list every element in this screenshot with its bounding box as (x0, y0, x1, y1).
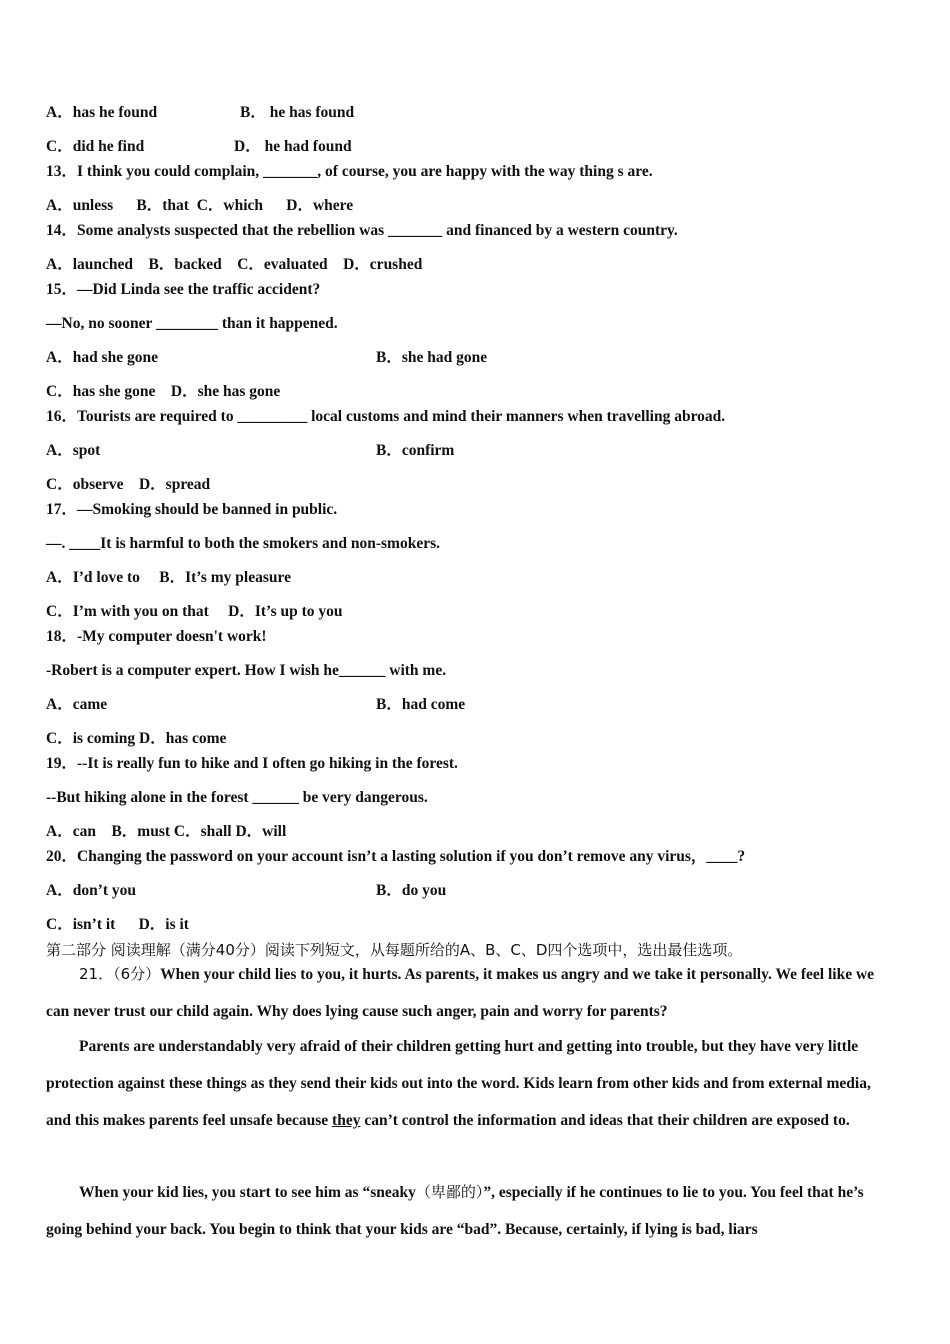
q15-stem: 15．—Did Linda see the traffic accident? (46, 281, 321, 298)
q18-option-a: A．came (46, 696, 108, 713)
q16-options-cd: C．observe D．spread (46, 476, 211, 493)
q12-option-a: A．has he found (46, 104, 158, 121)
q19-stem: 19．--It is really fun to hike and I often go hiking in the forest. (46, 755, 458, 772)
q18-option-b: B．had come (376, 696, 466, 713)
q12-option-d: D． he had found (234, 138, 352, 155)
q16-option-a: A．spot (46, 442, 101, 459)
q20-options-cd: C．isn’t it D．is it (46, 916, 189, 933)
q16-option-b: B．confirm (376, 442, 455, 459)
paragraph-2-text-start: Parents are understandably very afraid of their children getting hurt and getting into trouble, but they have very little protection against these things as they send their kids out into the word. Kids learn from other kids and from external media, and this makes parents feel unsafe because (46, 1038, 871, 1129)
underlined-word: they (332, 1112, 361, 1129)
q12-option-c: C．did he find (46, 138, 145, 155)
passage-paragraph-2 (46, 1028, 896, 1139)
q18-stem: 18．-My computer doesn't work! (46, 628, 267, 645)
q15-option-a: A．had she gone (46, 349, 158, 366)
question-number: 21．（6分） (79, 965, 161, 983)
passage-paragraph-3 (46, 1174, 896, 1248)
q15-option-b: B．she had gone (376, 349, 488, 366)
q20-option-b: B．do you (376, 882, 447, 899)
q14-options: A．launched B．backed C．evaluated D．crushed (46, 256, 423, 273)
section-heading: 第二部分 阅读理解（满分40分）阅读下列短文，从每题所给的A、B、C、D四个选项中，选出最佳选项。 (46, 941, 743, 959)
q17-options-ab: A．I’d love to B．It’s my pleasure (46, 569, 291, 586)
q15-reply: —No, no sooner ________ than it happened. (46, 315, 338, 332)
q12-option-b: B． he has found (240, 104, 355, 121)
q16-stem: 16．Tourists are required to _________ local customs and mind their manners when travelling abroad. (46, 408, 726, 425)
q20-stem: 20．Changing the password on your account isn’t a lasting solution if you don’t remove any virus，____? (46, 848, 746, 865)
paragraph-1-text: When your child lies to you, it hurts. As parents, it makes us angry and we take it personally. We feel like we can never trust our child again. Why does lying cause such anger, pain and worry for parents? (46, 966, 875, 1020)
paragraph-2-text-end: can’t control the information and ideas that their children are exposed to. (360, 1112, 850, 1129)
q17-reply: —. ____It is harmful to both the smokers and non-smokers. (46, 535, 440, 552)
q14-stem: 14．Some analysts suspected that the rebellion was _______ and financed by a western country. (46, 222, 678, 239)
q19-reply: --But hiking alone in the forest ______ be very dangerous. (46, 789, 428, 806)
q13-options: A．unless B．that C．which D．where (46, 197, 354, 214)
q13-stem: 13．I think you could complain, _______, of course, you are happy with the way thing s are. (46, 163, 653, 180)
q18-reply: -Robert is a computer expert. How I wish he______ with me. (46, 662, 447, 679)
q18-options-cd: C．is coming D．has come (46, 730, 227, 747)
passage-paragraph-1 (46, 956, 896, 1030)
q15-options-cd: C．has she gone D．she has gone (46, 383, 281, 400)
q17-stem: 17．—Smoking should be banned in public. (46, 501, 338, 518)
chinese-gloss: （卑鄙的） (415, 1183, 484, 1201)
q20-option-a: A．don’t you (46, 882, 137, 899)
q17-options-cd: C．I’m with you on that D．It’s up to you (46, 603, 343, 620)
paragraph-3-text-start: When your kid lies, you start to see him as “sneaky (79, 1184, 416, 1201)
paragraph-3-text-end: ”, especially if he continues to lie to you. You feel that he’s going behind your back. You begin to think that your kids are “bad”. Because, certainly, if lying is bad, liars (46, 1184, 864, 1238)
q19-options: A．can B．must C．shall D．will (46, 823, 287, 840)
